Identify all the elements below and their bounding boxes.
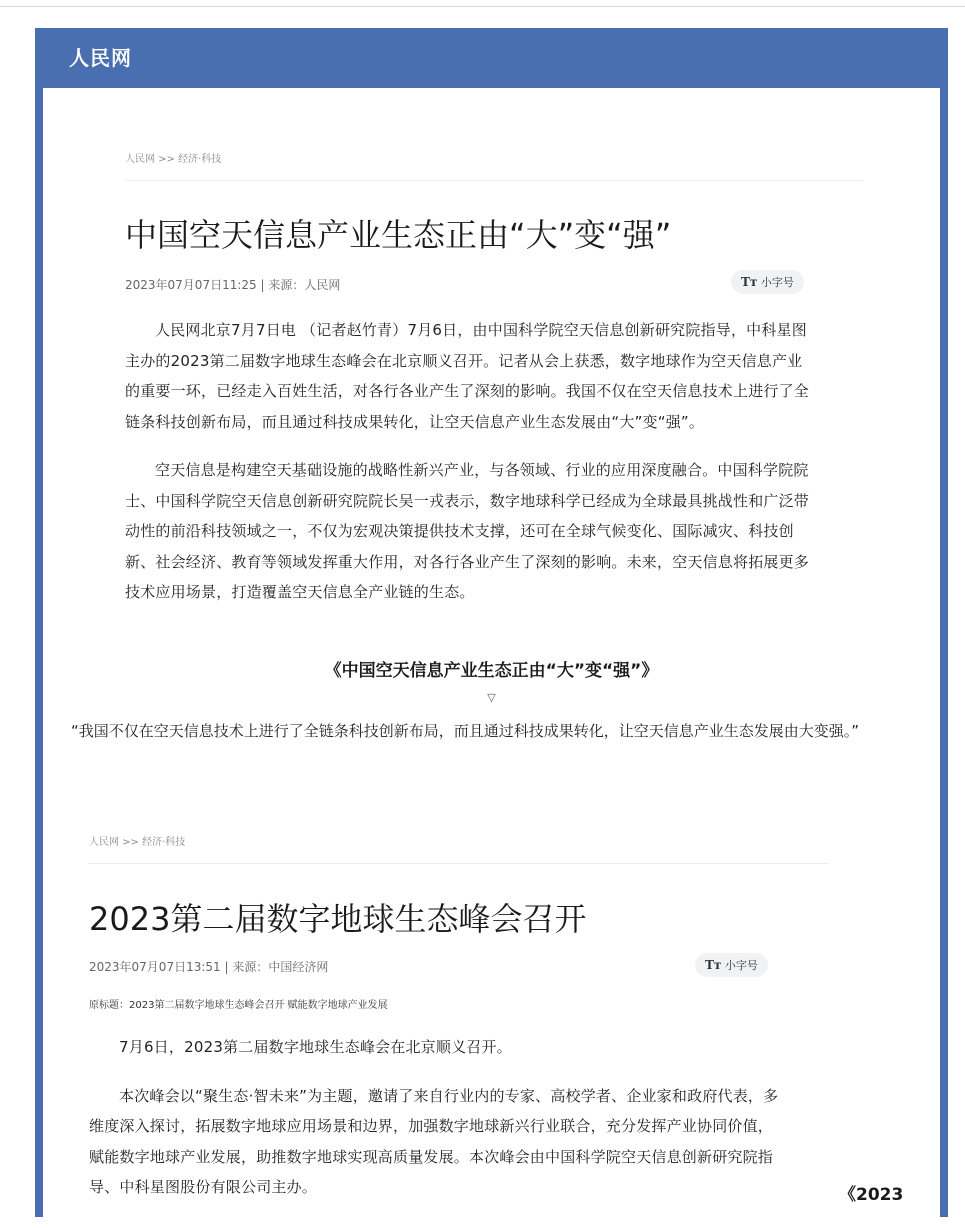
- breadcrumb[interactable]: 人民网 >> 经济·科技: [89, 837, 186, 848]
- top-divider: [0, 6, 965, 7]
- article-title: 2023第二届数字地球生态峰会召开: [89, 900, 587, 938]
- image-caption-partial: 《2023: [839, 1185, 904, 1205]
- paragraph-2: 空天信息是构建空天基础设施的战略性新兴产业，与各领域、行业的应用深度融合。中国科学院院士、中国科学院空天信息创新研究院院长吴一戎表示，数字地球科学已经成为全球最具挑战性和广泛带动性的前沿科技领域之一，不仅为宏观决策提供技术支撑，还可在全球气候变化、国际减灾、科技创新、社会经济、教育等领域发挥重大作用，对各行各业产生了深刻的影响。未来，空天信息将拓展更多技术应用场景，打造覆盖空天信息全产业链的生态。: [125, 461, 810, 601]
- pull-quote: “我国不仅在空天信息技术上进行了全链条科技创新布局，而且通过科技成果转化，让空天信息产业生态发展由大变强。”: [71, 722, 860, 740]
- article-paragraphs: [89, 1032, 779, 1203]
- paragraph-1: 7月6日，2023第二届数字地球生态峰会在北京顺义召开。: [119, 1038, 512, 1056]
- article-paragraphs: [125, 315, 810, 608]
- down-arrow-icon: ▽: [487, 691, 496, 704]
- article-meta: 2023年07月07日13:51 | 来源：中国经济网: [89, 960, 329, 974]
- breadcrumb-divider: [125, 180, 863, 181]
- content-frame: [35, 28, 948, 1217]
- site-brand[interactable]: 人民网: [69, 46, 132, 70]
- article-meta: 2023年07月07日11:25 | 来源：人民网: [125, 278, 341, 292]
- original-title: 原标题：2023第二届数字地球生态峰会召开 赋能数字地球产业发展: [89, 1000, 388, 1011]
- font-size-label: 小字号: [760, 276, 794, 289]
- font-size-icon: Tт: [741, 275, 758, 289]
- breadcrumb-divider: [89, 863, 829, 864]
- article-body: [43, 88, 940, 1228]
- image-caption: 《中国空天信息产业生态正由“大”变“强”》: [324, 661, 659, 681]
- font-size-icon: Tт: [705, 958, 722, 972]
- article-title: 中国空天信息产业生态正由“大”变“强”: [125, 216, 672, 254]
- font-size-button[interactable]: [695, 953, 768, 977]
- font-size-button[interactable]: [731, 270, 804, 294]
- font-size-label: 小字号: [724, 959, 758, 972]
- paragraph-2: 本次峰会以“聚生态·智未来”为主题，邀请了来自行业内的专家、高校学者、企业家和政府代表，多维度深入探讨，拓展数字地球应用场景和边界，加强数字地球新兴行业联合，充分发挥产业协同价值，赋能数字地球产业发展，助推数字地球实现高质量发展。本次峰会由中国科学院空天信息创新研究院指导、中科星图股份有限公司主办。: [89, 1086, 779, 1196]
- breadcrumb[interactable]: 人民网 >> 经济·科技: [125, 154, 222, 165]
- paragraph-1: 人民网北京7月7日电 （记者赵竹青）7月6日，由中国科学院空天信息创新研究院指导，中科星图主办的2023第二届数字地球生态峰会在北京顺义召开。记者从会上获悉，数字地球作为空天信息产业的重要一环，已经走入百姓生活，对各行各业产生了深刻的影响。我国不仅在空天信息技术上进行了全链条科技创新布局，而且通过科技成果转化，让空天信息产业生态发展由“大”变“强”。: [125, 321, 810, 431]
